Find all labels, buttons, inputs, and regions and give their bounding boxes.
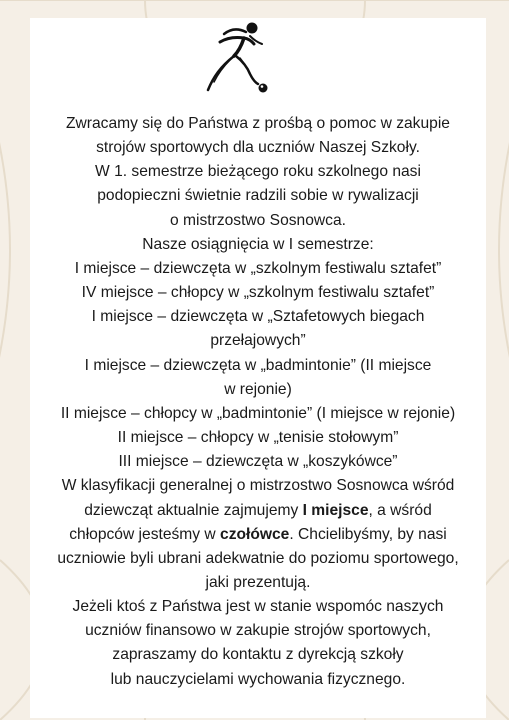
letter-line-ranking [30,523,486,547]
letter-body [30,112,486,692]
text-segment: . Chcielibyśmy, by nasi [289,525,447,543]
text-segment: chłopców jesteśmy w [69,525,221,543]
text-segment: , a wśród [368,501,432,519]
letter-line: W 1. semestrze bieżącego roku szkolnego nasi [95,163,421,181]
contact-line: lub nauczycielami wychowania fizycznego. [110,670,406,688]
letter-line: uczniowie byli ubrani adekwatnie do poziomu sportowego, [57,549,459,567]
letter-line: o mistrzostwo Sosnowca. [170,211,346,229]
achievement-item: III miejsce – dziewczęta w „koszykówce” [118,453,398,471]
soccer-player-icon [200,20,270,95]
achievement-item: II miejsce – chłopcy w „badmintonie” (I miejsce w rejonie) [60,404,456,422]
letter-line: strojów sportowych dla uczniów Naszej Szkoły. [96,139,420,157]
achievement-item: I miejsce – dziewczęta w „badmintonie” (II miejsce [84,356,432,374]
text-segment: dziewcząt aktualnie zajmujemy [84,501,303,519]
letter-line: W klasyfikacji generalnej o mistrzostwo Sosnowca wśród [61,477,455,495]
letter-line: Jeżeli ktoś z Państwa jest w stanie wspomóc naszych [72,598,444,616]
achievement-item: IV miejsce – chłopcy w „szkolnym festiwalu sztafet” [81,284,435,302]
achievement-item: II miejsce – chłopcy w „tenisie stołowym” [117,429,399,447]
letter-line: uczniów finansowo w zakupie strojów sportowych, [85,622,431,640]
achievement-item-continued: w rejonie) [224,380,292,398]
letter-line: Zwracamy się do Państwa z prośbą o pomoc w zakupie [66,115,450,132]
achievement-item-continued: przełajowych” [210,332,306,350]
achievement-item: I miejsce – dziewczęta w „Sztafetowych biegach [91,308,425,326]
achievement-item: I miejsce – dziewczęta w „szkolnym festiwalu sztafet” [74,259,442,277]
achievements-heading: Nasze osiągnięcia w I semestrze: [142,235,374,253]
contact-line: zapraszamy do kontaktu z dyrekcją szkoły [112,646,404,664]
letter-line-ranking [30,499,486,523]
letter-line: podopieczni świetnie radzili sobie w rywalizacji [97,187,419,205]
bold-top-group: czołówce [220,525,290,543]
letter-line: jaki prezentują. [205,573,311,591]
bold-first-place: I miejsce [302,501,369,519]
